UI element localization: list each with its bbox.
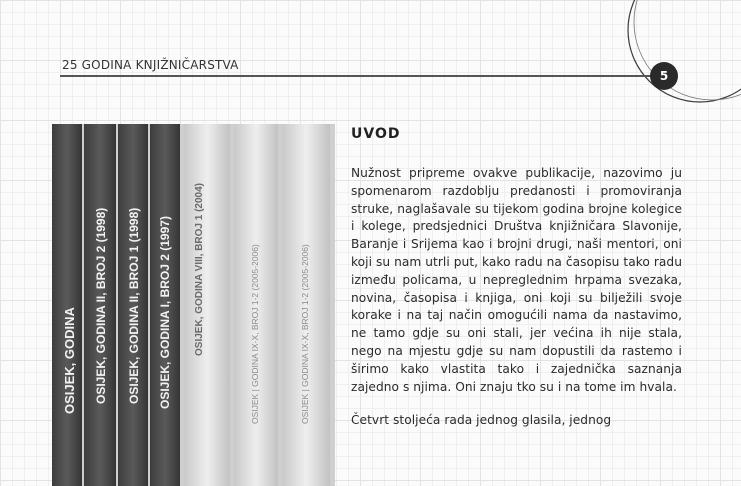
- spine-text-5: OSIJEK, GODINA VIII, BROJ 1 (2004): [194, 182, 205, 356]
- spine-text-6: OSIJEK | GODINA IX-X, BROJ 1-2 (2005-2006): [250, 244, 260, 424]
- spine-5: [184, 124, 230, 486]
- section-heading: UVOD: [351, 126, 401, 142]
- page-number-badge: 5: [650, 62, 678, 90]
- paragraph: Četvrt stoljeća rada jednog glasila, jednog: [351, 413, 612, 428]
- running-header-title: 25 GODINA KNJIŽNIČARSTVA: [62, 58, 239, 72]
- spine-1: [52, 124, 82, 486]
- header-divider: [60, 75, 660, 77]
- journal-spines-photo: [52, 124, 335, 486]
- spine-text-2: OSIJEK, GODINA II, BROJ 2 (1998): [94, 207, 108, 404]
- section-body: [351, 165, 682, 446]
- paragraph: Nužnost pripreme ovakve publikacije, nazovimo ju spomenarom razdoblju predanosti i promoviranja struke, naglašavale su tijekom godina brojne kolegice i kolege, predsjednici Društva knjižničara Slavonije, Baranje i Srijema kao i brojni drugi, naši mentori, oni koji su nam utrli put, kako radu na časopisu tako radu između policama, u nepreglednim hrpama svezaka, novina, časopisa i knjiga, oni koji su bilježili svoje korake i na taj način omogućili nama da nastavimo, ne tamo gdje su oni stali, jer većina ih nije stala, nego na mjestu gdje su nam dopustili da rastemo i širimo kako vlastita tako i zajednička saznanja zajedno s njima. Oni znaju tko su i na tome im hvala.: [351, 166, 682, 394]
- spine-text-7: OSIJEK | GODINA IX-X, BROJ 1-2 (2005-2006): [300, 244, 310, 424]
- spine-text-1: OSIJEK, GODINA: [62, 307, 77, 414]
- spine-text-4: OSIJEK, GODINA I, BROJ 2 (1997): [158, 216, 172, 409]
- spine-text-3: OSIJEK, GODINA II, BROJ 1 (1998): [127, 207, 141, 404]
